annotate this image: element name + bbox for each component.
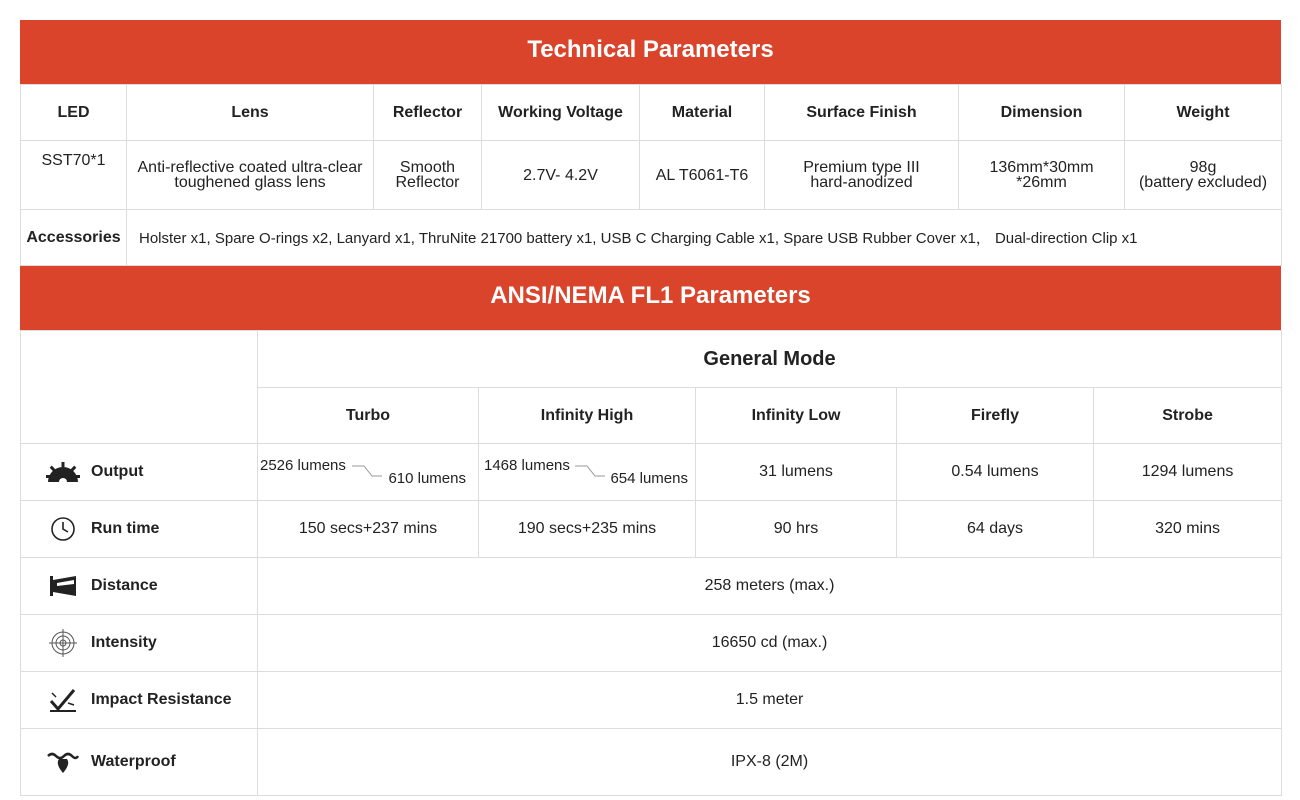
runtime-firefly: 64 days	[897, 501, 1094, 558]
runtime-strobe: 320 mins	[1094, 501, 1282, 558]
impact-row	[21, 672, 1282, 729]
output-label-cell	[21, 444, 258, 501]
water-drop-icon	[45, 748, 81, 776]
beam-icon	[45, 572, 81, 600]
value-led-line: SST70*1	[41, 152, 106, 169]
value-weight	[1125, 141, 1282, 210]
runtime-row	[21, 501, 1282, 558]
value-weight-line2: (battery excluded)	[1138, 174, 1268, 191]
value-reflector-line2: Reflector	[395, 174, 460, 191]
intensity-label-cell	[21, 615, 258, 672]
accessories-label: Accessories	[21, 210, 127, 266]
output-turbo-cell	[258, 444, 479, 501]
mode-turbo: Turbo	[258, 388, 479, 444]
mode-firefly: Firefly	[897, 388, 1094, 444]
value-lens	[127, 141, 374, 210]
intensity-row	[21, 615, 1282, 672]
runtime-turbo: 150 secs+237 mins	[258, 501, 479, 558]
runtime-infinity-high: 190 secs+235 mins	[479, 501, 696, 558]
step-down-line	[575, 464, 605, 478]
gear-icon	[45, 458, 81, 486]
header-reflector: Reflector	[374, 85, 482, 141]
value-reflector-line1: Smooth	[399, 159, 456, 176]
impact-label-cell	[21, 672, 258, 729]
value-material-line: AL T6061-T6	[655, 166, 749, 184]
output-infinity-high-cell	[479, 444, 696, 501]
impact-value: 1.5 meter	[258, 672, 1282, 729]
technical-table	[20, 84, 1282, 266]
clock-icon	[45, 515, 81, 543]
corner-cell	[21, 331, 258, 444]
value-finish-line2: hard-anodized	[810, 174, 913, 191]
accessories-text: Holster x1, Spare O-rings x2, Lanyard x1, ThruNite 21700 battery x1, USB C Charging Cable x1, Spare USB Rubber Cover x1， Dual-direction Clip x1	[127, 210, 1282, 266]
waterproof-label: Waterproof	[91, 753, 176, 770]
output-firefly: 0.54 lumens	[897, 444, 1094, 501]
technical-parameters-title: Technical Parameters	[20, 20, 1281, 84]
output-row	[21, 444, 1282, 501]
target-icon	[45, 629, 81, 657]
impact-label: Impact Resistance	[91, 691, 232, 708]
ansi-parameters-title: ANSI/NEMA FL1 Parameters	[20, 266, 1281, 330]
header-lens: Lens	[127, 85, 374, 141]
output-infinity-low: 31 lumens	[696, 444, 897, 501]
runtime-infinity-low: 90 hrs	[696, 501, 897, 558]
spec-sheet	[20, 20, 1281, 796]
waterproof-row	[21, 729, 1282, 796]
header-weight: Weight	[1125, 85, 1282, 141]
output-infinity-high-start: 1468 lumens	[484, 457, 570, 474]
mode-infinity-high: Infinity High	[479, 388, 696, 444]
mode-strobe: Strobe	[1094, 388, 1282, 444]
mode-infinity-low: Infinity Low	[696, 388, 897, 444]
runtime-label: Run time	[91, 520, 160, 537]
output-turbo-start: 2526 lumens	[260, 457, 346, 474]
distance-row	[21, 558, 1282, 615]
general-mode-row	[21, 331, 1282, 388]
header-material: Material	[640, 85, 765, 141]
intensity-value: 16650 cd (max.)	[258, 615, 1282, 672]
header-surface-finish: Surface Finish	[765, 85, 959, 141]
output-strobe: 1294 lumens	[1094, 444, 1282, 501]
step-down-line	[352, 464, 382, 478]
value-reflector	[374, 141, 482, 210]
output-turbo-end: 610 lumens	[388, 470, 466, 487]
value-surface-finish	[765, 141, 959, 210]
distance-label-cell	[21, 558, 258, 615]
value-weight-line1: 98g	[1189, 159, 1217, 176]
output-infinity-high-end: 654 lumens	[610, 470, 688, 487]
waterproof-label-cell	[21, 729, 258, 796]
technical-header-row	[21, 85, 1282, 141]
technical-values-row	[21, 141, 1282, 210]
value-material	[640, 141, 765, 210]
value-dimension-line1: 136mm*30mm	[989, 159, 1094, 176]
impact-icon	[45, 686, 81, 714]
header-dimension: Dimension	[959, 85, 1125, 141]
value-finish-line1: Premium type III	[803, 159, 920, 176]
value-voltage-line: 2.7V- 4.2V	[523, 166, 598, 184]
value-working-voltage	[482, 141, 640, 210]
distance-value: 258 meters (max.)	[258, 558, 1282, 615]
distance-label: Distance	[91, 577, 158, 594]
ansi-table	[20, 330, 1282, 796]
waterproof-value: IPX-8 (2M)	[258, 729, 1282, 796]
runtime-label-cell	[21, 501, 258, 558]
intensity-label: Intensity	[91, 634, 157, 651]
header-led: LED	[21, 85, 127, 141]
value-lens-line1: Anti-reflective coated ultra-clear	[137, 159, 363, 176]
value-led	[21, 141, 127, 210]
general-mode-header: General Mode	[258, 331, 1282, 388]
value-dimension-line2: *26mm	[1016, 174, 1067, 191]
accessories-row	[21, 210, 1282, 266]
value-dimension	[959, 141, 1125, 210]
output-label: Output	[91, 463, 144, 480]
value-lens-line2: toughened glass lens	[174, 174, 326, 191]
header-working-voltage: Working Voltage	[482, 85, 640, 141]
